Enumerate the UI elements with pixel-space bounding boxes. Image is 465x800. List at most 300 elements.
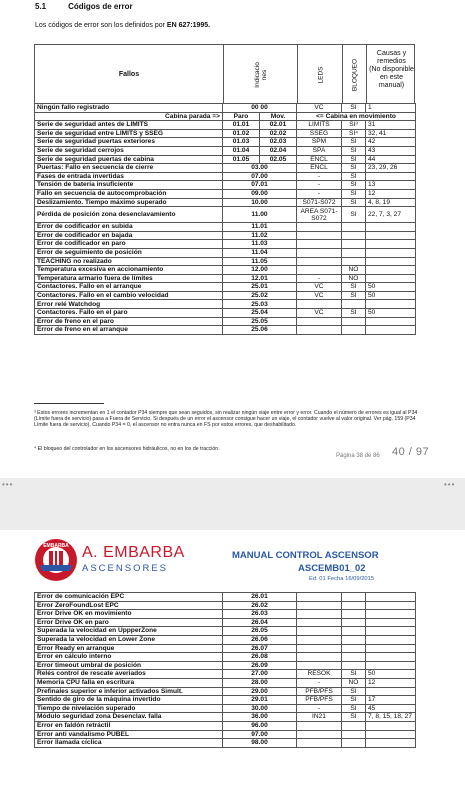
error-code: 11.03 <box>223 240 297 249</box>
header-fallos: Fallos <box>118 71 140 78</box>
bloqueo-value <box>342 721 366 730</box>
causas-value: 1 <box>366 104 416 113</box>
bloqueo-value <box>342 257 366 266</box>
causas-value <box>366 274 416 283</box>
manual-title: MANUAL CONTROL ASCENSOR <box>232 550 379 561</box>
error-code: 25.04 <box>223 309 297 318</box>
table-row <box>35 283 416 292</box>
bloqueo-value <box>342 601 366 610</box>
led-value <box>297 601 342 610</box>
table-row <box>35 121 416 130</box>
led-value: - <box>297 704 342 713</box>
bloqueo-value: NO <box>342 678 366 687</box>
led-value <box>297 300 342 309</box>
header-leds <box>297 45 343 104</box>
error-code: 36.00 <box>223 713 297 722</box>
led-value: IN21 <box>297 713 342 722</box>
error-code: 26.05 <box>223 627 297 636</box>
fault-name: Contactores. Fallo en el paro <box>35 309 223 318</box>
section-title: Códigos de error <box>68 2 133 11</box>
fault-name: Fallo en secuencia de autocomprobación <box>35 189 223 198</box>
table-row <box>35 635 416 644</box>
led-value <box>297 653 342 662</box>
fault-name: Puertas: Fallo en secuencia de cierre <box>35 164 223 173</box>
fault-name: Prefinales superior e inferior activados Simult. <box>35 687 223 696</box>
fault-name: Serie de seguridad puertas de cabina <box>35 155 223 164</box>
fault-name: Fases de entrada invertidas <box>35 172 223 181</box>
causas-value <box>366 257 416 266</box>
table-header <box>34 44 415 103</box>
error-code: 10.00 <box>223 198 297 207</box>
table-row <box>35 300 416 309</box>
fault-name: Contactores. Fallo en el cambio velocidad <box>35 291 223 300</box>
error-code: 25.02 <box>223 291 297 300</box>
error-code: 26.07 <box>223 644 297 653</box>
error-codes-table-continued <box>34 592 416 748</box>
fault-name: Memoria CPU falla en escritura <box>35 678 223 687</box>
bloqueo-value <box>342 653 366 662</box>
bloqueo-value <box>342 644 366 653</box>
fault-name: Error de codificador en bajada <box>35 231 223 240</box>
error-code: 28.00 <box>223 678 297 687</box>
fault-name: Serie de seguridad antes de LIMITS <box>35 121 223 130</box>
bloqueo-value <box>342 300 366 309</box>
causas-value <box>366 653 416 662</box>
fault-name: Deslizamiento. Tiempo máximo superado <box>35 198 223 207</box>
led-value: SPA <box>297 146 342 155</box>
table-row <box>35 104 416 113</box>
fault-name: Ningún fallo registrado <box>35 104 223 113</box>
error-code: 25.03 <box>223 300 297 309</box>
fault-name: Temperatura excesiva en accionamiento <box>35 266 223 275</box>
code-mov: 02.02 <box>260 129 297 138</box>
causas-value <box>366 618 416 627</box>
bloqueo-value: SI <box>342 704 366 713</box>
bloqueo-value: SI <box>342 713 366 722</box>
led-value <box>297 721 342 730</box>
intro-standard: EN 627:1995. <box>166 22 211 29</box>
error-code: 12.00 <box>223 266 297 275</box>
led-value: SSEG <box>297 129 342 138</box>
fault-name: Sentido de giro de la máquina invertido <box>35 696 223 705</box>
causas-value <box>366 231 416 240</box>
manual-edition: Ed. 01 Fecha 16/09/2015 <box>309 576 375 582</box>
causas-value <box>366 601 416 610</box>
error-code: 26.09 <box>223 661 297 670</box>
causas-value: 23, 29, 26 <box>366 164 416 173</box>
fault-name: Contactores. Fallo en el arranque <box>35 283 223 292</box>
table-row <box>35 291 416 300</box>
table-row <box>35 112 416 121</box>
causas-value <box>366 223 416 232</box>
led-value <box>297 223 342 232</box>
table-row <box>35 257 416 266</box>
fault-name: Cabina parada => <box>35 112 223 121</box>
header-bloqueo-label: BLOQUEO <box>351 58 359 91</box>
bloqueo-value: SI <box>342 164 366 173</box>
bloqueo-value <box>342 231 366 240</box>
error-code: 25.01 <box>223 283 297 292</box>
bloqueo-value: SI <box>342 207 366 223</box>
causas-value: 42 <box>366 138 416 147</box>
cabina-movimiento-label: <= Cabina en movimiento <box>297 112 416 121</box>
error-code: 12.01 <box>223 274 297 283</box>
header-bloqueo <box>342 45 367 104</box>
table-row <box>35 207 416 223</box>
fault-name: Error Ready en arranque <box>35 644 223 653</box>
bloqueo-value: SI³ <box>342 121 366 130</box>
code-paro: 01.02 <box>223 129 260 138</box>
causas-value: 31 <box>366 121 416 130</box>
code-mov: 02.03 <box>260 138 297 147</box>
table-row <box>35 739 416 748</box>
led-value <box>297 610 342 619</box>
bloqueo-value: SI <box>342 172 366 181</box>
logo-text: EMBARBA <box>43 543 69 549</box>
header-ind-line1: Indicacio <box>254 61 261 88</box>
led-value: RESOK <box>297 670 342 679</box>
more-icon[interactable]: ••• <box>444 480 456 489</box>
table-row <box>35 164 416 173</box>
causas-value: 4, 8, 19 <box>366 198 416 207</box>
page-indicator: 40 / 97 <box>392 446 430 458</box>
causas-value <box>366 172 416 181</box>
fault-name: Error de codificador en subida <box>35 223 223 232</box>
fault-name: Serie de seguridad puertas exteriores <box>35 138 223 147</box>
causas-value <box>366 687 416 696</box>
table-row <box>35 696 416 705</box>
table-row <box>35 730 416 739</box>
bloqueo-value <box>342 223 366 232</box>
bloqueo-value <box>342 248 366 257</box>
bloqueo-value: SI <box>342 309 366 318</box>
bloqueo-value <box>342 635 366 644</box>
fault-name: Error relé Watchdog <box>35 300 223 309</box>
header-causas <box>366 45 416 104</box>
table-row <box>35 644 416 653</box>
table-row <box>35 661 416 670</box>
led-value: - <box>297 274 342 283</box>
error-code: 98.00 <box>223 739 297 748</box>
table-row <box>35 670 416 679</box>
table-row <box>35 317 416 326</box>
causas-value: 43 <box>366 146 416 155</box>
code-mov: 02.01 <box>260 121 297 130</box>
causas-value: 7, 8, 15, 18, 27 <box>366 713 416 722</box>
code-mov: Mov. <box>260 112 297 121</box>
bloqueo-value: SI <box>342 155 366 164</box>
table-row <box>35 240 416 249</box>
table-row <box>35 721 416 730</box>
error-code: 26.08 <box>223 653 297 662</box>
table-row <box>35 223 416 232</box>
header-causas-line3: (No disponible <box>369 66 414 73</box>
fault-name: Serie de seguridad cerrojos <box>35 146 223 155</box>
led-value <box>297 618 342 627</box>
section-number: 5.1 <box>35 2 47 11</box>
table-row <box>35 593 416 602</box>
table-row <box>35 309 416 318</box>
bloqueo-value: SI <box>342 198 366 207</box>
led-value: AREA S071-S072 <box>297 207 342 223</box>
fault-name: Pérdida de posición zona desenclavamiento <box>35 207 223 223</box>
led-value: - <box>297 172 342 181</box>
bloqueo-value <box>342 317 366 326</box>
code-paro: 01.04 <box>223 146 260 155</box>
causas-value <box>366 721 416 730</box>
bloqueo-value: SI <box>342 146 366 155</box>
bloqueo-value: SI <box>342 104 366 113</box>
table-row <box>35 181 416 190</box>
table-row <box>35 618 416 627</box>
error-code: 07.01 <box>223 181 297 190</box>
table-row <box>35 172 416 181</box>
bloqueo-value <box>342 627 366 636</box>
section-heading <box>35 2 133 11</box>
error-code: 11.05 <box>223 257 297 266</box>
led-value <box>297 231 342 240</box>
causas-value <box>366 739 416 748</box>
error-code: 25.06 <box>223 326 297 335</box>
led-value: VC <box>297 283 342 292</box>
table-row <box>35 627 416 636</box>
fault-name: Relés control de rescate averiados <box>35 670 223 679</box>
error-code: 26.01 <box>223 593 297 602</box>
led-value <box>297 644 342 653</box>
footnote-4: ⁴ El bloqueo del controlador en los ascensores hidráulicos, no en los de tracción. <box>34 446 220 452</box>
led-value <box>297 317 342 326</box>
led-value <box>297 266 342 275</box>
causas-value: 22, 7, 3, 27 <box>366 207 416 223</box>
manual-code: ASCEMB01_02 <box>298 563 366 574</box>
bloqueo-value: SI <box>342 670 366 679</box>
causas-value <box>366 266 416 275</box>
fault-name: Error en faldón retráctil <box>35 721 223 730</box>
causas-value <box>366 627 416 636</box>
led-value: PFB/PFS <box>297 687 342 696</box>
bloqueo-value <box>342 240 366 249</box>
fault-name: Temperatura armario fuera de límites <box>35 274 223 283</box>
code-paro: Paro <box>223 112 260 121</box>
led-value <box>297 240 342 249</box>
causas-value <box>366 635 416 644</box>
table-row <box>35 687 416 696</box>
bloqueo-value <box>342 593 366 602</box>
led-value <box>297 730 342 739</box>
led-value: SPM <box>297 138 342 147</box>
bloqueo-value: NO <box>342 274 366 283</box>
fault-name: Tensión de batería insuficiente <box>35 181 223 190</box>
fault-name: Error de freno en el arranque <box>35 326 223 335</box>
bloqueo-value <box>342 730 366 739</box>
table-row <box>35 231 416 240</box>
bloqueo-value <box>342 326 366 335</box>
table-row <box>35 704 416 713</box>
causas-value <box>366 240 416 249</box>
causas-value: 12 <box>366 189 416 198</box>
error-code: 96.00 <box>223 721 297 730</box>
bloqueo-value: SI <box>342 181 366 190</box>
error-code: 09.00 <box>223 189 297 198</box>
brand-subtitle: ASCENSORES <box>82 563 168 574</box>
causas-value: 32, 41 <box>366 129 416 138</box>
table-row <box>35 274 416 283</box>
page-number: Página 38 de 86 <box>336 453 380 459</box>
led-value <box>297 326 342 335</box>
error-code: 11.00 <box>223 207 297 223</box>
error-code: 26.04 <box>223 618 297 627</box>
table-row <box>35 713 416 722</box>
error-code: 26.03 <box>223 610 297 619</box>
header-causas-line2: remedios <box>377 58 406 65</box>
table-row <box>35 129 416 138</box>
led-value: PFB/PFS <box>297 696 342 705</box>
causas-value: 50 <box>366 291 416 300</box>
error-code: 03.00 <box>223 164 297 173</box>
error-code: 25.05 <box>223 317 297 326</box>
header-causas-line1: Causas y <box>376 50 407 57</box>
led-value <box>297 627 342 636</box>
causas-value: 50 <box>366 670 416 679</box>
bloqueo-value: SI <box>342 189 366 198</box>
bloqueo-value: SI <box>342 291 366 300</box>
led-value: - <box>297 181 342 190</box>
fault-name: Error ZeroFoundLost EPC <box>35 601 223 610</box>
header-causas-line5: manual) <box>378 82 405 89</box>
table-row <box>35 678 416 687</box>
causas-value: 50 <box>366 309 416 318</box>
header-causas-line4: en este <box>380 74 403 81</box>
causas-value: 13 <box>366 181 416 190</box>
bloqueo-value: NO <box>342 266 366 275</box>
led-value: VC <box>297 104 342 113</box>
code-paro: 01.01 <box>223 121 260 130</box>
fault-name: Error timeout umbral de posición <box>35 661 223 670</box>
page-gap <box>0 478 465 530</box>
fault-name: TEACHING no realizado <box>35 257 223 266</box>
causas-value: 12 <box>366 678 416 687</box>
error-code: 00 00 <box>223 104 297 113</box>
fault-name: Módulo seguridad zona Desenclav. falla <box>35 713 223 722</box>
led-value: VC <box>297 309 342 318</box>
manual-page-2 <box>0 530 465 800</box>
table-row <box>35 189 416 198</box>
embarba-logo-icon <box>34 538 78 582</box>
bloqueo-value <box>342 618 366 627</box>
error-code: 29.01 <box>223 696 297 705</box>
fault-name: Error de seguimiento de posición <box>35 248 223 257</box>
led-value: S071-S072 <box>297 198 342 207</box>
header-indicaciones <box>223 45 298 104</box>
led-value: LIMITS <box>297 121 342 130</box>
table-row <box>35 601 416 610</box>
led-value <box>297 248 342 257</box>
causas-value <box>366 326 416 335</box>
error-code: 30.00 <box>223 704 297 713</box>
bloqueo-value <box>342 661 366 670</box>
table-row <box>35 653 416 662</box>
led-value <box>297 257 342 266</box>
causas-value <box>366 730 416 739</box>
causas-value <box>366 661 416 670</box>
error-code: 11.01 <box>223 223 297 232</box>
code-mov: 02.05 <box>260 155 297 164</box>
fault-name: Error Drive OK en paro <box>35 618 223 627</box>
header-ind-line2: nes <box>261 69 268 80</box>
table-row <box>35 138 416 147</box>
more-icon[interactable]: ••• <box>2 480 14 489</box>
fault-name: Error de comunicación EPC <box>35 593 223 602</box>
code-paro: 01.03 <box>223 138 260 147</box>
led-value: - <box>297 189 342 198</box>
bloqueo-value: SI <box>342 138 366 147</box>
table-row <box>35 248 416 257</box>
bloqueo-value <box>342 610 366 619</box>
fault-name: Superada la velocidad en UppperZone <box>35 627 223 636</box>
error-code: 26.02 <box>223 601 297 610</box>
causas-value: 44 <box>366 155 416 164</box>
error-codes-table <box>34 103 416 335</box>
error-code: 11.02 <box>223 231 297 240</box>
error-code: 07.00 <box>223 172 297 181</box>
causas-value <box>366 610 416 619</box>
bloqueo-value: SI <box>342 696 366 705</box>
led-value <box>297 593 342 602</box>
led-value <box>297 661 342 670</box>
table-row <box>35 610 416 619</box>
header-leds-label: LEDS <box>317 66 324 83</box>
brand-name: A. EMBARBA <box>82 544 185 561</box>
causas-value <box>366 248 416 257</box>
fault-name: Error de freno en el paro <box>35 317 223 326</box>
led-value: - <box>297 678 342 687</box>
causas-value: 50 <box>366 283 416 292</box>
fault-name: Error de codificador en paro <box>35 240 223 249</box>
error-code: 27.00 <box>223 670 297 679</box>
bloqueo-value: SI <box>342 687 366 696</box>
causas-value: 45 <box>366 704 416 713</box>
table-row <box>35 146 416 155</box>
causas-value: 17 <box>366 696 416 705</box>
fault-name: Serie de seguridad entre LIMITS y SSEG <box>35 129 223 138</box>
table-row <box>35 326 416 335</box>
fault-name: Superada la velocidad en Lower Zone <box>35 635 223 644</box>
bloqueo-value: SI⁴ <box>342 129 366 138</box>
fault-name: Error anti vandalismo PUBEL <box>35 730 223 739</box>
causas-value <box>366 300 416 309</box>
causas-value <box>366 644 416 653</box>
fault-name: Error llamada cíclica <box>35 739 223 748</box>
led-value: VC <box>297 291 342 300</box>
code-mov: 02.04 <box>260 146 297 155</box>
causas-value <box>366 593 416 602</box>
led-value <box>297 739 342 748</box>
footnote-3: ³ Estos errores incrementan en 1 el contador P34 siempre que sean seguidos, sin realizar ningún viaje entre error y error. Cuando el número de errores es igual al P34 (Límite fuera de servicio) pasa a Fuera de Servicio. Si después de un error el ascensor consigue hacer un viaje, el contador vuelve al valor original. Ver pág. 159 (P34 Límite fuera de servicio). Cuando P34 = 0, el ascensor no entra nunca en FS por estos errores, que deshabilitado. <box>34 410 418 428</box>
error-code: 97.00 <box>223 730 297 739</box>
error-code: 26.06 <box>223 635 297 644</box>
bloqueo-value: SI <box>342 283 366 292</box>
table-row <box>35 266 416 275</box>
causas-value <box>366 317 416 326</box>
led-value: ENCL <box>297 155 342 164</box>
bloqueo-value <box>342 739 366 748</box>
error-code: 11.04 <box>223 248 297 257</box>
fault-name: Error en cálculo interno <box>35 653 223 662</box>
fault-name: Tiempo de nivelación superado <box>35 704 223 713</box>
intro-text <box>35 22 210 29</box>
intro-sentence: Los códigos de error son los definidos por <box>35 22 167 29</box>
led-value <box>297 635 342 644</box>
